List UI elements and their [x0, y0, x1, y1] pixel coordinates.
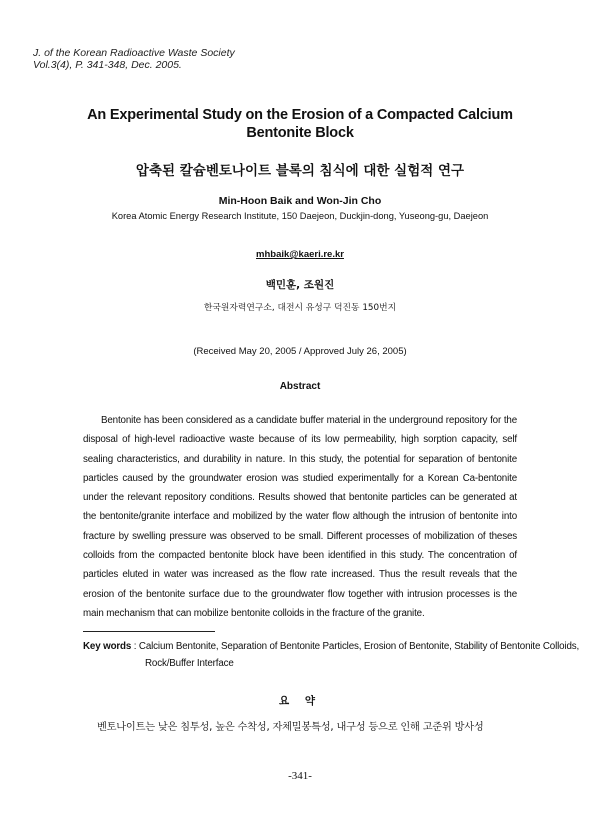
abstract-heading: Abstract [279, 381, 321, 392]
received-dates: (Received May 20, 2005 / Approved July 26, 2005) [193, 346, 407, 357]
keywords-text: : Calcium Bentonite, Separation of Bentonite Particles, Erosion of Bentonite, Stability of Bentonite Colloids, Rock/Buffer Interface [133, 641, 580, 669]
journal-name: J. of the Korean Radioactive Waste Society [33, 47, 235, 59]
paper-title [0, 106, 600, 142]
paper-title-line2: Bentonite Block [246, 125, 354, 141]
journal-volume: Vol.3(4), P. 341-348, Dec. 2005. [33, 59, 182, 71]
abstract-body: Bentonite has been considered as a candidate buffer material in the underground repository for the disposal of high-level radioactive waste because of its low permeability, high sorption capacity, self sealing characteristics, and durability in nature. In this study, the potential for separation of bentonite particles caused by the groundwater erosion was studied experimentally for a Korean Ca-bentonite under the relevant repository conditions. Results showed that bentonite particles can be generated at the bentonite/granite interface and mobilized by the water flow although the intrusion of bentonite into fracture by swelling pressure was observed to be small. Different processes of mobilization of theses colloids from the compacted bentonite block have been identified in this study. The concentration of particles eluted in water was increased as the flow rate increased. Thus the result reveals that the erosion of the bentonite surface due to the groundwater flow together with intrusion processes is the main mechanism that can mobilize bentonite colloids in the fracture of the granite. [83, 415, 517, 619]
journal-citation [33, 47, 235, 71]
authors: Min-Hoon Baik and Won-Jin Cho [218, 195, 382, 207]
page-number: -341- [288, 770, 312, 782]
authors-korean: 백민훈, 조원진 [265, 279, 335, 291]
keywords [83, 638, 585, 672]
affiliation: Korea Atomic Energy Research Institute, 150 Daejeon, Duckjin-dong, Yuseong-gu, Daejeon [111, 211, 489, 221]
paper-title-korean: 압축된 칼슘벤토나이트 블록의 침식에 대한 실험적 연구 [135, 163, 465, 179]
summary-heading: 요 약 [279, 695, 321, 707]
keywords-label: Key words [83, 641, 132, 652]
affiliation-korean: 한국원자력연구소, 대전시 유성구 덕진동 150번지 [203, 303, 397, 313]
footnote-divider [83, 631, 215, 632]
paper-title-line1: An Experimental Study on the Erosion of a Compacted Calcium [87, 107, 513, 123]
author-email: mhbaik@kaeri.re.kr [256, 249, 344, 260]
summary-body: 벤토나이트는 낮은 침투성, 높은 수착성, 자체밀봉특성, 내구성 등으로 인해 고준위 방사성 [97, 722, 484, 733]
